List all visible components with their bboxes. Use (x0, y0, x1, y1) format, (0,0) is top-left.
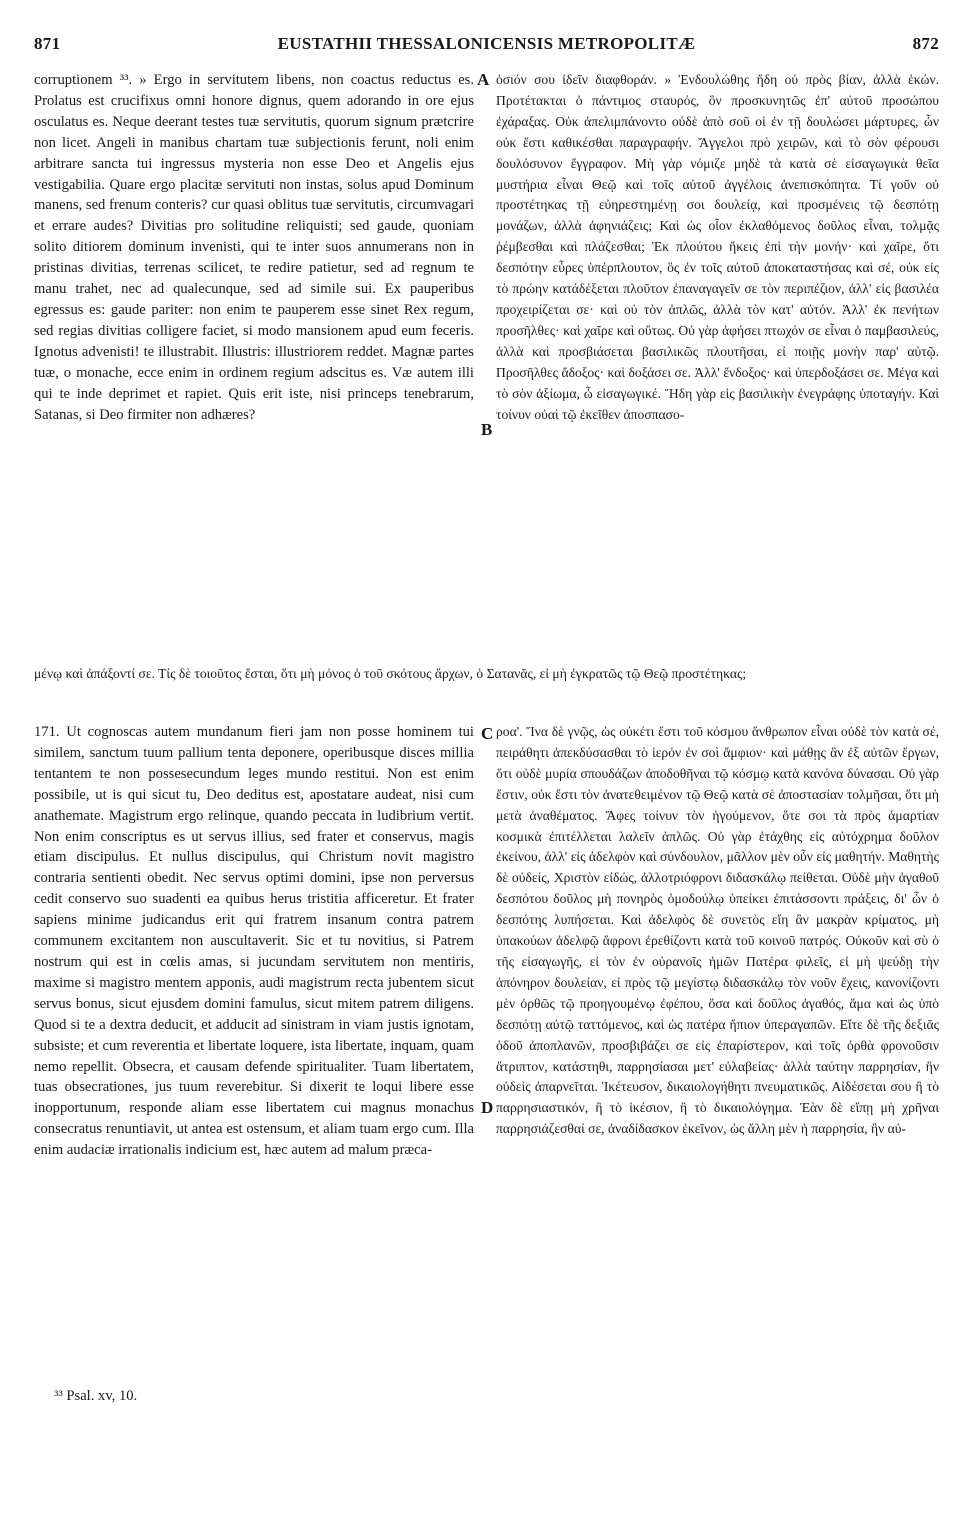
margin-letter-b: B (481, 420, 493, 439)
margin-letter-d: D (481, 1098, 494, 1117)
greek-paragraph-upper: ὁσιόν σου ἰδεῖν διαφθοράν. » Ἐνδουλώθης ἤδη οὐ πρὸς βίαν, ἀλλὰ ἑκών. Προτέτακται ὁ πάντιμος σταυρός, ὃν προσκυνητῶς ἐπ' αὐτοῦ προσώπου ἐχάραξας. Οὐκ ἀπελιμπάνοντο οὐδὲ ἀπὸ σοῦ οἱ ἐν τῇ δουλώσει μάρτυρες, ὧν οὐκ ἔστι καθικέσθαι παραγραφήν. Ἄγγελοι πρὸ χειρῶν, καὶ τὸ σὸν φέρουσι δουλόσυνον ἔγγραφον. Μὴ γὰρ νόμιζε μηδὲ τὰ κατὰ σὲ εἰσαγωγικὰ θεῖα μυστήρια εἶναι Θεῷ καὶ τοῖς αὐτοῦ ἀγγέλοις ἀνεπισκόπητα. Τί γοῦν οὐ προστέτηκας τῇ εὐηρεστημένῃ σοι δουλείᾳ, καὶ προσμένεις τῷ δεσπότῃ μονάζων, ἀλλὰ ἀφηνιάζεις; Καὶ ὡς οἷον ἐκλαθόμενος δοῦλος εἶναι, τολμᾷς ῥέμβεσθαι καὶ πλάζεσθαι; Ἐκ πλούτου ἥκεις ἐπὶ τὴν μονήν· καὶ χαῖρε, ὅτι δεσπότην εὗρες ὑπέρπλουτον, ὃς ἐν τοῖς αὐτοῦ ἀποκαταστήσας καὶ σέ, οὐκ εἰς τὸ πρώην κατάδέξεται πλοῦτον ἐπαναγαγεῖν σε τὸν περιπέζιον, ἀλλ' εἰς βασιλέα προχειρίζεται σε· καὶ οὐ τὸν ἁπλῶς, ἀλλὰ τὸν κατ' αὐτόν. Ἀλλ' ἐκ πενήτων προσῆλθες· καὶ χαῖρε καὶ οὕτως. Οὐ γὰρ ἀφήσει πτωχόν σε εἶναι ὁ παμβασιλεύς, ἀλλὰ καὶ προσβιάσεται βασιλικῶς πλουτῆσαι, εἰ ποιῇς μονὴν παρ' αὐτῷ. Προσῆλθες ἄδοξος· καὶ δοξάσει σε. Ἀλλ' ἔνδοξος· καὶ ὑπερδοξάσει σε. Μέγα καὶ τὸ σὸν ἀξίωμα, ὦ εἰσαγωγικέ. Ἤδη γὰρ εἰς βασιλικὴν ἐνεγράφης ὑποταγήν. Καὶ τοίνυν οὐαὶ τῷ ἐκεῖθεν ἀποσπασο- (496, 72, 939, 422)
running-title: EUSTATHII THESSALONICENSIS METROPOLITÆ (277, 34, 696, 53)
greek-column-lower (496, 722, 939, 1412)
page-header (34, 34, 939, 60)
margin-letter-c: C (481, 724, 494, 743)
greek-column-upper (496, 70, 939, 662)
latin-paragraph-lower: 171. Ut cognoscas autem mundanum fieri jam non posse hominem tui similem, sanctum tuum pallium tenta deponere, operibusque disces millia tentantem te non possesecundum leges mundo restitui. Non est enim possibile, ut is qui sicut tu, Deo deditus est, apostatare audeat, nisi cum anathemate. Magistrum ergo relinque, quando peccata in ludibrium vertit. Non enim conscriptus es ut servus illius, sed frater et conservus, magis etiam discipulus. Et nullus discipulus, qui Christum novit magistro contraria sentienti obedit. Nec servus optimi domini, ipse non perversus cedit conservo suo suadenti ea quibus herus tristitia afficeretur. Et frater sapiens minime judicandus erit qui fratrem insanum contra patrem communem excitantem non auscultaverit. Sic et tu novitius, si Patrem nostrum qui est in cœlis amas, si jucundam servitutem non mentiris, maxime si magistro mentem apponis, audi magistrum recta jubentem sicut servus bonus, sicut ejusdem domini famulus, sicut mitem patrem diligens. Quod si te a dextra deducit, et adducit ad sinistram in viam justis ignotam, subsiste; et cum reverentia et libertate loquere, ista libertate, inquam, quam nemo repellit. Obsecra, et causam defende spiritualiter. Tuam libertatem, tuas obsecrationes, jus tuum reverebitur. Si dixerit te loqui libere esse inopportunum, responde aliam esse libertatem cui magnus monachus consecratus renuntiavit, ut antea est ostensum, et aliam tuam ergo cum. Illa enim audaciæ irrationalis indicium est, hæc autem ad malum præca- (34, 724, 474, 1159)
margin-letter-a: A (477, 70, 490, 89)
page-number-left: 871 (34, 34, 61, 53)
page-number-right: 872 (912, 34, 939, 53)
latin-paragraph-upper: corruptionem ³³. » Ergo in servitutem libens, non coactus reductus es. Prolatus est crucifixus omni honore dignus, quem adorando in ore ejus osculatus es. Neque deerant testes tuæ servitutis, quorum signum prætcrire non licet. Angeli in manibus chartam tuæ subjectionis ferunt, noli enim arbitrare sancta tui ingressus mysteria non esse Deo et Angelis ejus vestigabilia. Quare ergo placitæ servituti non instas, solus apud Dominum manens, sed frenum conteris? cur quasi oblitus tuæ servitutis, circumvagari et errare audes? Divitias pro solitudine reliquisti; sed gaude, quoniam solito ditiorem dominum invenisti, qui te inter suos annumerans non in pristinas divitias, terrenas scilicet, te redire patietur, sed ad regnum te manu trahet, nec ad qualecunque, sed ad simile sui. Ex pauperibus egressus es: gaude pariter: non enim te pauperem esse sinet Rex regum, sed regias divitias colligere faciet, si modo mansionem apud eum feceris. Ignotus advenisti! te illustrabit. Illustris: illustriorem reddet. Magnæ partes tuæ, o monache, ecce enim in ordinem regium adscitus es. Væ autem illi qui te inde deprimet et rapiet. Quis erit iste, nisi princeps tenebrarum, Satanas, si Deo firmiter non adhæres? (34, 72, 474, 423)
latin-column-lower (34, 722, 474, 1348)
greek-paragraph-lower: ροα'. Ἵνα δὲ γνῷς, ὡς οὐκέτι ἔστι τοῦ κόσμου ἄνθρωπον εἶναι οὐδὲ τὸν κατὰ σέ, πειράθητι ἀπεκδύσασθαι τὸ ἱερόν ἐν σοὶ ἄμφιον· καὶ μάθῃς ἂν ἐξ αὐτῶν ἔργων, ὅτι οὐδὲ μυρία σπουδάζων ἀποδοθῆναι τῷ κόσμῳ κατὰ κανόνα δύνασαι. Οὐ γὰρ ἔστιν, οὐκ ἔστι τὸν ἀνατεθειμένον τῷ Θεῷ κατὰ σὲ ἀποστασίαν τολμῆσαι, ὅτι μὴ μετὰ ἀναθέματος. Ἄφες τοίνυν τὸν ἡγούμενον, ὅτε σοι τὰ πρὸς ἁμαρτίαν κοσμικὰ ἐπιτέλλεται λαλεῖν ἁπλῶς. Οὐ γὰρ ἐτάχθης εἰς αὐτόχρημα δοῦλον ἐκείνου, ἀλλ' εἰς ἀδελφὸν καὶ σύνδουλον, μᾶλλον μὲν οὖν εἰς μαθητήν. Μαθητὴς δὲ οὐδείς, Χριστὸν εἰδώς, ἀλλοτριόφρονι διδασκάλῳ πείθεται. Οὐδὲ μὴν ἀγαθοῦ δεσπότου δοῦλος μὴ πονηρὸς ὁμοδούλῳ ὑπείκει ἐπιτάσσοντι πράξεις, δι' ὧν ὁ δεσπότης λυπήσεται. Καὶ ἀδελφὸς δὲ συνετὸς εἴη ἂν μακρὰν κρίματος, μὴ ὑπακούων ἀδελφῷ ἄφρονι ἐρεθίζοντι κατὰ τοῦ κοινοῦ πατρός. Οὐκοῦν καὶ σὺ ὁ τῆς εἰσαγωγῆς, εἰ τὸν ἐν οὐρανοῖς ἡμῶν Πατέρα φιλεῖς, εἰ μὴ ψεύδῃ τὴν ἀπόνηρον δουλείαν, εἰ πρὸς τῷ μεγίστῳ διδασκάλῳ τὸν νοῦν ἔχεις, κανονίζοντι μὲν ὀρθῶς τῷ προηγουμένῳ ἐφέπου, ὅσα καὶ δοῦλος ἀγαθός, ἅμα καὶ ὡς ὑπὸ δεσπότῃ αὐτῷ ταττόμενος, καὶ ὡς πατέρα ἤπιον ὑπεραγαπῶν. Εἴτε δὲ τῆς δεξιᾶς ὁδοῦ ἀποπλανῶν, προσβιβάζει σε εἰς ἐπαρίστερον, καὶ τοῖς ὀρθὰ φρονοῦσιν ἄτριπτον, κατάστηθι, παρρησίασαι μετ' εὐλαβείας· ἀλλὰ ταύτην παρρησίαν, ἣν οὐδεὶς ἀπαρνεῖται. Ἱκέτευσον, δικαιολογήθητι πνευματικῶς. Αἰδέσεται σου ἢ τὸ παρρησιαστικόν, ἢ τὸ ἱκέσιον, ἢ τὸ δικαιολόγημα. Ἐὰν δὲ εἴπῃ μὴ χρῆναι παρρησιάζεσθαί σε, ἀναδίδασκον ἐκεῖνον, ὡς ἄλλη μὲν ἡ παρρησία, ἣν αὐ- (496, 724, 939, 1137)
greek-continuation-line: μένῳ καὶ ἀπάξοντί σε. Τίς δὲ τοιοῦτος ἔσται, ὅτι μὴ μόνος ὁ τοῦ σκότους ἄρχων, ὁ Σατανᾶς, εἰ μὴ ἐγκρατῶς τῷ Θεῷ προστέτηκας; (34, 666, 747, 681)
footnote: ³³ Psal. xv, 10. (54, 1388, 138, 1404)
latin-column-upper (34, 70, 474, 662)
